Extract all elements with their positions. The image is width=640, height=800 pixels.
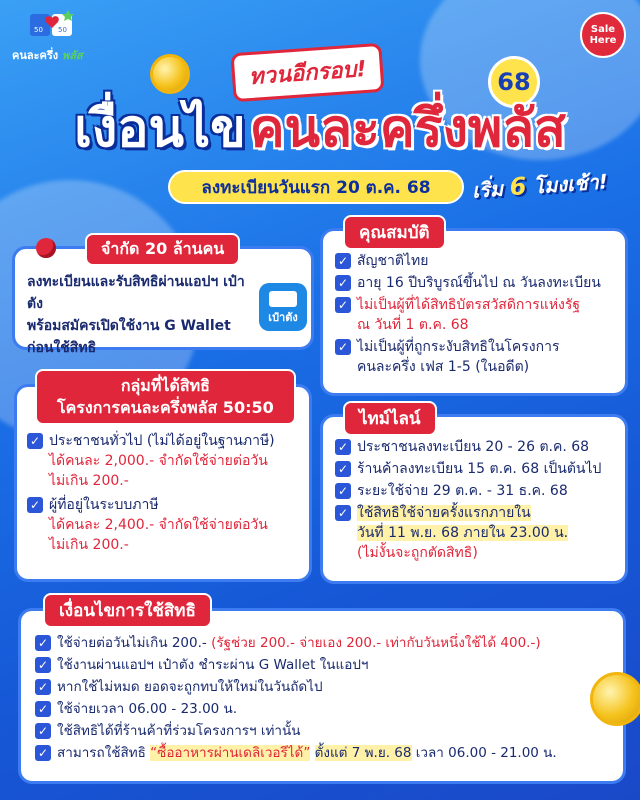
logo-text-plus: พลัส xyxy=(62,49,83,62)
check-icon: ✓ xyxy=(335,439,351,455)
check-icon: ✓ xyxy=(35,679,51,695)
cond-delivery: “ซื้ออาหารผ่านเดลิเวอรีได้” xyxy=(150,745,311,761)
limit-line2: พร้อมสมัครเปิดใช้งาน G Wallet xyxy=(27,318,231,334)
list-item xyxy=(27,431,307,491)
list-item xyxy=(35,699,619,720)
check-icon: ✓ xyxy=(335,461,351,477)
conditions-card xyxy=(18,601,626,784)
headline xyxy=(60,88,580,166)
conditions-list xyxy=(35,633,619,765)
group-amount: ได้คนละ 2,000.- จำกัดใช้จ่ายต่อวัน xyxy=(49,453,268,469)
start-suffix: โมงเช้า! xyxy=(532,169,609,199)
logo-num-right: 50 xyxy=(58,26,67,34)
qualifications-list xyxy=(335,251,623,379)
check-icon: ✓ xyxy=(335,483,351,499)
puzzle-heart-icon xyxy=(28,8,76,44)
qualifications-title: คุณสมบัติ xyxy=(343,215,446,250)
check-icon: ✓ xyxy=(27,433,43,449)
logo-text xyxy=(12,46,83,64)
cond-time: เวลา 06.00 - 21.00 น. xyxy=(415,745,557,761)
timeline-text: ประชาชนลงทะเบียน 20 - 26 ต.ค. 68 xyxy=(357,439,590,455)
list-item xyxy=(335,337,623,377)
list-item xyxy=(335,273,623,293)
headline-part1: เงื่อนไข xyxy=(74,98,246,159)
conditions-title: เงื่อนไขการใช้สิทธิ xyxy=(43,593,212,628)
eligible-title-line2: โครงการคนละครึ่งพลัส 50:50 xyxy=(57,398,274,417)
start-time xyxy=(471,165,609,206)
year-badge: 68 xyxy=(488,56,540,108)
timeline-list xyxy=(335,437,623,565)
eligible-group-card xyxy=(14,376,312,582)
start-hour: 6 xyxy=(508,171,528,202)
eligible-list xyxy=(27,431,307,557)
logo-num-left: 50 xyxy=(34,26,43,34)
group-head: ประชาชนทั่วไป (ไม่ได้อยู่ในฐานภาษี) xyxy=(49,433,275,449)
check-icon: ✓ xyxy=(35,745,51,761)
list-item xyxy=(35,677,619,698)
qual-text-2: คนละครึ่ง เฟส 1-5 (ในอดีต) xyxy=(357,359,530,375)
limit-line1: ลงทะเบียนและรับสิทธิผ่านแอปฯ เป๋าตัง xyxy=(27,274,245,312)
qual-text: ไม่เป็นผู้ที่ได้สิทธิบัตรสวัสดิการแห่งรัฐ xyxy=(357,297,581,313)
group-limit: ไม่เกิน 200.- xyxy=(49,473,129,489)
timeline-warning: (ไม่งั้นจะถูกตัดสิทธิ) xyxy=(357,545,478,561)
check-icon: ✓ xyxy=(335,297,351,313)
timeline-title: ไทม์ไลน์ xyxy=(343,401,437,436)
sale-badge-line1: Sale xyxy=(590,24,616,35)
check-icon: ✓ xyxy=(35,701,51,717)
qual-text: อายุ 16 ปีบริบูรณ์ขึ้นไป ณ วันลงทะเบียน xyxy=(357,275,601,291)
list-item xyxy=(335,295,623,335)
eligible-group-title xyxy=(35,369,296,425)
group-head: ผู้ที่อยู่ในระบบภาษี xyxy=(49,497,159,513)
list-item xyxy=(35,743,619,764)
list-item xyxy=(335,459,623,479)
cond-date: ตั้งแต่ 7 พ.ย. 68 xyxy=(314,745,412,761)
headline-part2: คนละครึ่งพลัส xyxy=(249,98,566,159)
check-icon: ✓ xyxy=(35,657,51,673)
project-logo xyxy=(10,8,106,64)
check-icon: ✓ xyxy=(335,253,351,269)
check-icon: ✓ xyxy=(35,635,51,651)
list-item xyxy=(35,655,619,676)
qualifications-card xyxy=(320,223,628,396)
list-item xyxy=(335,437,623,457)
paotang-app-icon: เป๋าตัง xyxy=(259,283,307,331)
qual-text-2: ณ วันที่ 1 ต.ค. 68 xyxy=(357,317,469,333)
qual-text: สัญชาติไทย xyxy=(357,253,429,269)
group-limit: ไม่เกิน 200.- xyxy=(49,537,129,553)
limit-card xyxy=(12,239,314,356)
list-item xyxy=(27,495,307,555)
limit-text xyxy=(27,271,247,359)
pushpin-icon xyxy=(36,238,56,258)
list-item xyxy=(35,721,619,742)
check-icon: ✓ xyxy=(335,339,351,355)
timeline-text: ใช้สิทธิใช้จ่ายครั้งแรกภายใน xyxy=(357,505,531,521)
limit-title: จำกัด 20 ล้านคน xyxy=(85,233,240,266)
cond-text: สามารถใช้สิทธิ xyxy=(57,745,146,761)
start-prefix: เริ่ม xyxy=(471,176,504,203)
sale-badge-line2: Here xyxy=(589,35,617,46)
cond-text: หากใช้ไม่หมด ยอดจะถูกทบให้ใหม่ในวันถัดไป xyxy=(57,679,323,695)
timeline-card xyxy=(320,409,628,584)
timeline-text: ร้านค้าลงทะเบียน 15 ต.ค. 68 เป็นต้นไป xyxy=(357,461,602,477)
list-item xyxy=(335,503,623,563)
limit-line3: ก่อนใช้สิทธิ xyxy=(27,340,97,356)
sale-here-badge xyxy=(580,12,626,58)
cond-text: ใช้จ่ายต่อวันไม่เกิน 200.- xyxy=(57,635,207,651)
eligible-title-line1: กลุ่มที่ได้สิทธิ xyxy=(120,376,210,395)
list-item xyxy=(35,633,619,654)
check-icon: ✓ xyxy=(27,497,43,513)
cond-text: ใช้งานผ่านแอปฯ เป๋าตัง ชำระผ่าน G Wallet ในแอปฯ xyxy=(57,657,369,673)
check-icon: ✓ xyxy=(335,505,351,521)
gold-coin-icon xyxy=(590,672,640,726)
cond-text: ใช้จ่ายเวลา 06.00 - 23.00 น. xyxy=(57,701,238,717)
cond-text: ใช้สิทธิได้ที่ร้านค้าที่ร่วมโครงการฯ เท่านั้น xyxy=(57,723,301,739)
cond-text-red: (รัฐช่วย 200.- จ่ายเอง 200.- เท่ากับวันหนึ่งใช้ได้ 400.-) xyxy=(211,635,541,651)
group-amount: ได้คนละ 2,400.- จำกัดใช้จ่ายต่อวัน xyxy=(49,517,268,533)
qual-text: ไม่เป็นผู้ที่ถูกระงับสิทธิในโครงการ xyxy=(357,339,560,355)
logo-text-main: คนละครึ่ง xyxy=(12,49,59,62)
register-date-banner: ลงทะเบียนวันแรก 20 ต.ค. 68 xyxy=(168,170,464,204)
check-icon: ✓ xyxy=(335,275,351,291)
timeline-deadline: วันที่ 11 พ.ย. 68 ภายใน 23.00 น. xyxy=(357,525,569,541)
check-icon: ✓ xyxy=(35,723,51,739)
list-item xyxy=(335,481,623,501)
list-item xyxy=(335,251,623,271)
review-tag: ทวนอีกรอบ! xyxy=(230,43,385,102)
timeline-text: ระยะใช้จ่าย 29 ต.ค. - 31 ธ.ค. 68 xyxy=(357,483,568,499)
